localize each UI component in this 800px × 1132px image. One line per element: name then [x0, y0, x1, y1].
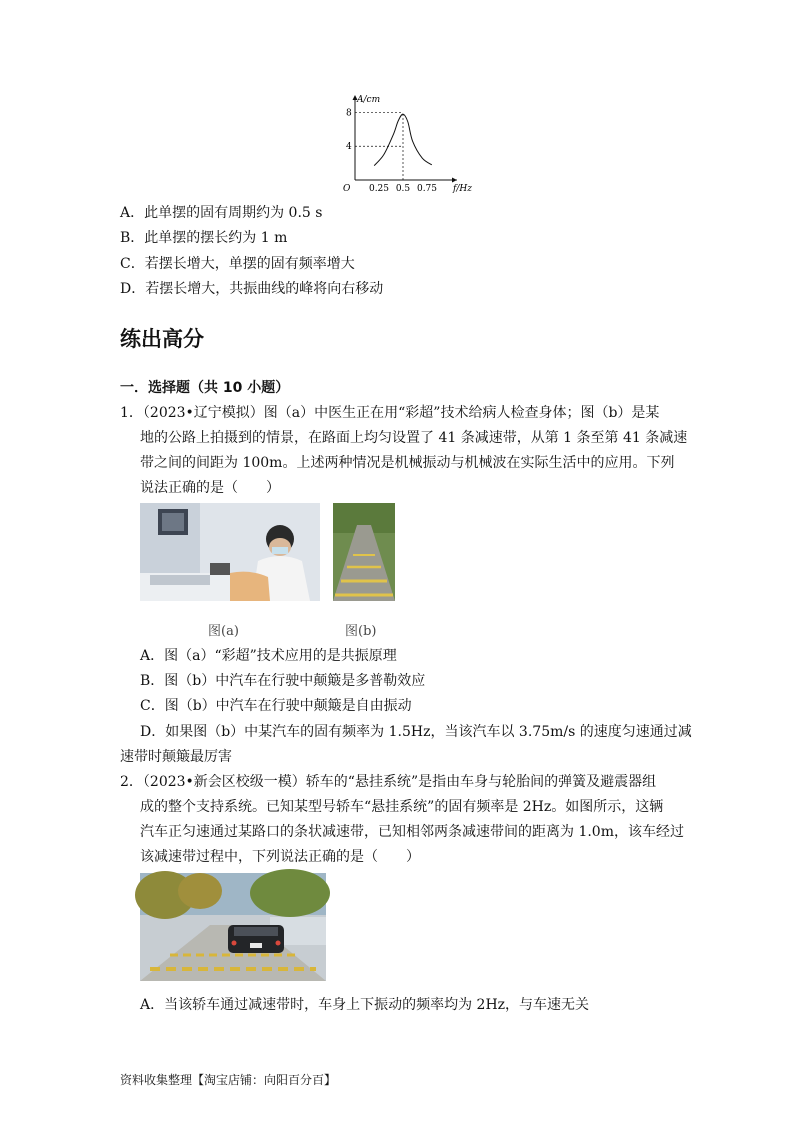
q1-line-1: 1．（2023•辽宁模拟）图（a）中医生正在用“彩超”技术给病人检查身体；图（b）是某	[120, 405, 660, 421]
origin-label: O	[343, 184, 351, 194]
prev-option-b: B．此单摆的摆长约为 1 m	[120, 230, 288, 246]
x-tick-label-2: 0.75	[416, 184, 438, 194]
prev-option-a: A．此单摆的固有周期约为 0.5 s	[120, 205, 323, 221]
sedan-photo	[140, 873, 326, 981]
q1-option-d: D．如果图（b）中某汽车的固有频率为 1.5Hz，当该汽车以 3.75m/s 的速度匀速通过减	[140, 724, 692, 740]
q2-line-2: 成的整个支持系统。已知某型号轿车“悬挂系统”的固有频率是 2Hz。如图所示，这辆	[140, 799, 664, 815]
prev-option-c: C．若摆长增大，单摆的固有频率增大	[120, 256, 355, 272]
x-axis-label: f/Hz	[453, 184, 472, 194]
y-axis-label: A/cm	[357, 95, 381, 105]
q1-option-d-cont: 速带时颠簸最厉害	[120, 749, 232, 765]
subsection-title: 一．选择题（共 10 小题）	[120, 380, 290, 396]
x-axis-arrow	[452, 178, 457, 183]
caption-a: 图(a)	[208, 624, 239, 639]
y-tick-label-1: 8	[346, 108, 352, 119]
section-heading: 练出高分	[120, 327, 204, 351]
q2-option-a: A．当该轿车通过减速带时，车身上下振动的频率均为 2Hz，与车速无关	[140, 997, 590, 1013]
q1-option-a: A．图（a）“彩超”技术应用的是共振原理	[140, 648, 397, 664]
speed-bump-photo	[333, 503, 395, 601]
resonance-chart	[335, 92, 472, 194]
x-tick-label-1: 0.5	[395, 184, 411, 194]
prev-option-d: D．若摆长增大，共振曲线的峰将向右移动	[120, 281, 384, 297]
q1-option-b: B．图（b）中汽车在行驶中颠簸是多普勒效应	[140, 673, 426, 689]
q2-line-4: 该减速带过程中，下列说法正确的是（ ）	[140, 849, 420, 865]
x-tick-label-0: 0.25	[368, 184, 390, 194]
q2-line-3: 汽车正匀速通过某路口的条状减速带，已知相邻两条减速带间的距离为 1.0m，该车经过	[140, 824, 684, 840]
q2-line-1: 2．（2023•新会区校级一模）轿车的“悬挂系统”是指由车身与轮胎间的弹簧及避震器组	[120, 774, 657, 790]
q1-line-4: 说法正确的是（ ）	[140, 480, 280, 496]
q1-line-2: 地的公路上拍摄到的情景，在路面上均匀设置了 41 条减速带，从第 1 条至第 41 条减速	[140, 430, 688, 446]
caption-b: 图(b)	[345, 624, 377, 639]
page-footer: 资料收集整理【淘宝店铺：向阳百分百】	[120, 1073, 337, 1087]
y-tick-label-0: 4	[346, 142, 352, 153]
q1-line-3: 带之间的间距为 100m。上述两种情况是机械振动与机械波在实际生活中的应用。下列	[140, 455, 675, 471]
ultrasound-photo	[140, 503, 320, 601]
q1-option-c: C．图（b）中汽车在行驶中颠簸是自由振动	[140, 698, 412, 714]
